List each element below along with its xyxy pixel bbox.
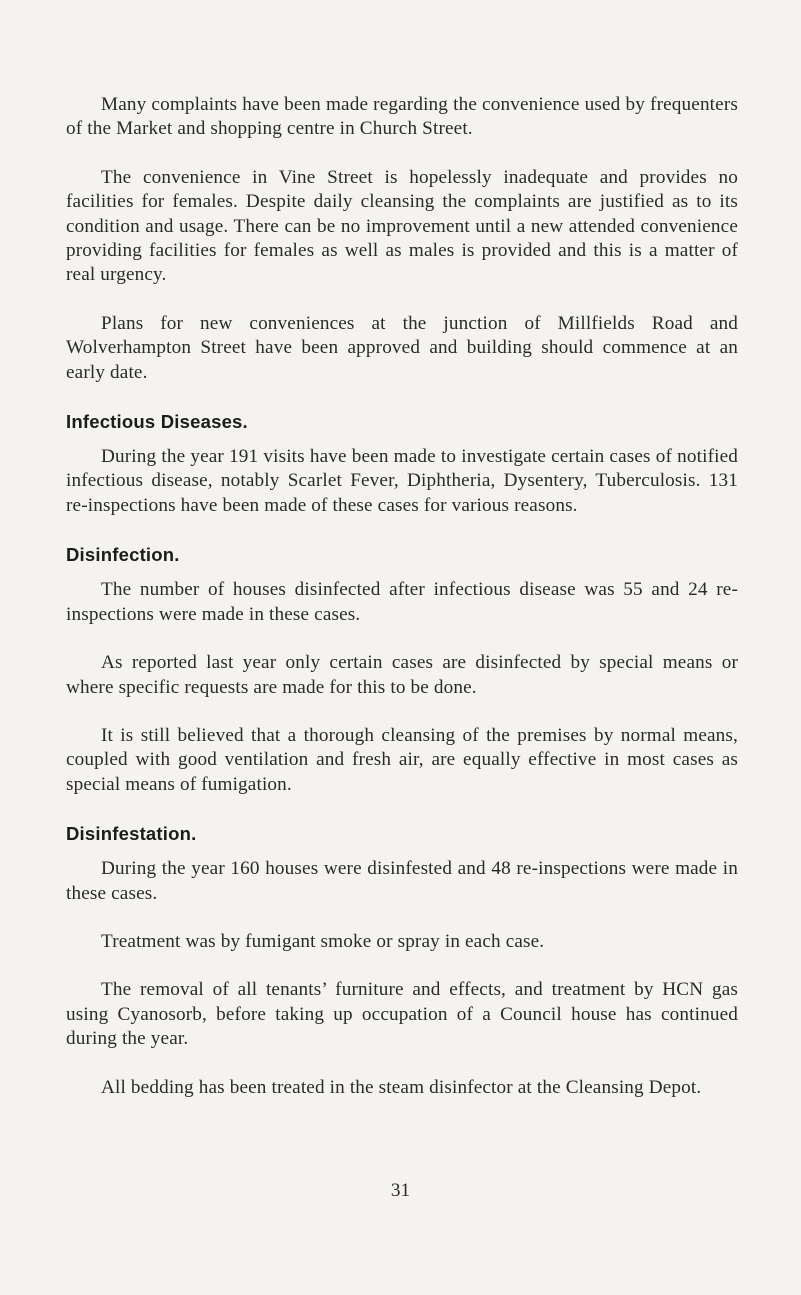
page-number: 31 — [390, 1180, 411, 1201]
paragraph-disinfection-count: The number of houses disinfected after infectious disease was 55 and 24 re-inspections were made in these cases. — [66, 579, 738, 625]
heading-disinfection: Disinfection. — [66, 544, 180, 566]
paragraph-infectious-visits: During the year 191 visits have been made to investigate certain cases of notified infectious disease, notably Scarlet Fever, Diphtheria, Dysentery, Tuberculosis. 131 re-inspections have been made of these cases for various reasons. — [66, 446, 738, 516]
paragraph-disinfestation-bedding: All bedding has been treated in the steam disinfector at the Cleansing Depot. — [101, 1076, 702, 1098]
paragraph-disinfestation-hcn: The removal of all tenants’ furniture and effects, and treatment by HCN gas using Cyanosorb, before taking up occupation of a Council house has continued during the year. — [66, 979, 738, 1050]
paragraph-millfields-road: Plans for new conveniences at the junction of Millfields Road and Wolverhampton Street have been approved and building should commence at an early date. — [66, 312, 738, 383]
paragraph-church-street: Many complaints have been made regarding the convenience used by frequenters of the Market and shopping centre in Church Street. — [66, 94, 738, 140]
heading-infectious-diseases: Infectious Diseases. — [66, 411, 248, 433]
paragraph-disinfection-cleansing: It is still believed that a thorough cleansing of the premises by normal means, coupled with good ventilation and fresh air, are equally effective in most cases as special means of fumigation. — [66, 724, 738, 795]
paragraph-disinfection-special-means: As reported last year only certain cases are disinfected by special means or where specific requests are made for this to be done. — [66, 652, 738, 698]
heading-disinfestation: Disinfestation. — [66, 823, 197, 845]
paragraph-disinfestation-count: During the year 160 houses were disinfested and 48 re-inspections were made in these cases. — [66, 858, 738, 904]
paragraph-disinfestation-treatment: Treatment was by fumigant smoke or spray in each case. — [101, 930, 545, 952]
page-body — [66, 93, 738, 1100]
paragraph-vine-street: The convenience in Vine Street is hopelessly inadequate and provides no facilities for females. Despite daily cleansing the complaints are justified as to its condition and usage. There can be no improvement until a new attended convenience providing facilities for females as well as males is provided and this is a matter of real urgency. — [66, 166, 738, 286]
